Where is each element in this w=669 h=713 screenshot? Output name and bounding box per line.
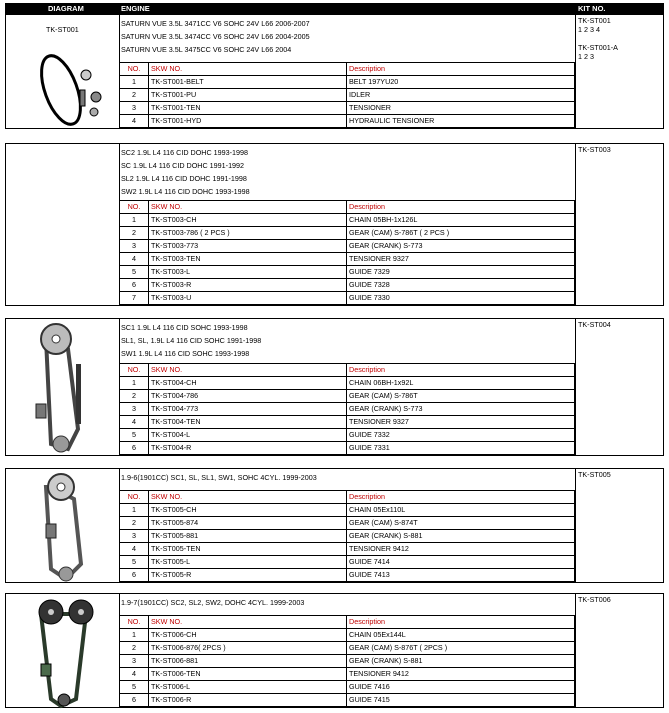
skw-part-number: TK-ST004-773: [149, 403, 347, 416]
part-number-index: 3: [120, 403, 149, 416]
part-description: CHAIN 05BH-1x126L: [347, 214, 575, 227]
diagram-cell: [6, 319, 120, 455]
part-number-index: 6: [120, 442, 149, 455]
skw-part-number: TK-ST003-CH: [149, 214, 347, 227]
kit-block-st001: [5, 14, 664, 129]
part-number-index: 4: [120, 543, 149, 556]
part-description: GEAR (CAM) S-786T: [347, 390, 575, 403]
diagram-cell: [6, 15, 120, 128]
kit-number: TK-ST001: [578, 16, 611, 25]
part-description: BELT 197YU20: [347, 76, 575, 89]
table-row: [120, 642, 575, 655]
engine-line: SW1 1.9L L4 116 CID SOHC 1993-1998: [121, 349, 250, 358]
skw-part-number: TK-ST005-881: [149, 530, 347, 543]
part-description: GEAR (CAM) S-786T ( 2 PCS ): [347, 227, 575, 240]
column-header-skw: SKW NO.: [149, 616, 347, 629]
table-row: [120, 442, 575, 455]
kit-number: TK-ST003: [578, 145, 611, 154]
kit-block-st006: [5, 593, 664, 708]
kit-numbers: [575, 469, 663, 582]
column-header-desc: Description: [347, 364, 575, 377]
timing-chain-illustration: [6, 469, 119, 584]
skw-part-number: TK-ST005-TEN: [149, 543, 347, 556]
parts-table: [119, 490, 575, 582]
part-description: TENSIONER 9412: [347, 543, 575, 556]
table-row: [120, 694, 575, 707]
parts-header-row: [120, 201, 575, 214]
table-row: [120, 390, 575, 403]
part-description: GEAR (CRANK) S-773: [347, 403, 575, 416]
engine-list: [119, 15, 573, 56]
skw-part-number: TK-ST006-881: [149, 655, 347, 668]
part-number-index: 3: [120, 530, 149, 543]
header-kit-no: KIT NO.: [578, 4, 606, 13]
table-row: [120, 253, 575, 266]
part-description: CHAIN 06BH-1x92L: [347, 377, 575, 390]
table-row: [120, 530, 575, 543]
table-row: [120, 227, 575, 240]
skw-part-number: TK-ST003-TEN: [149, 253, 347, 266]
column-header-bar: [5, 3, 664, 14]
parts-header-row: [120, 491, 575, 504]
part-number-index: 3: [120, 240, 149, 253]
parts-table: [119, 615, 575, 707]
part-number-index: 5: [120, 429, 149, 442]
kit-number: TK-ST004: [578, 320, 611, 329]
skw-part-number: TK-ST003-786 ( 2 PCS ): [149, 227, 347, 240]
skw-part-number: TK-ST003-773: [149, 240, 347, 253]
parts-table: [119, 62, 575, 128]
table-row: [120, 629, 575, 642]
column-header-desc: Description: [347, 63, 575, 76]
table-row: [120, 556, 575, 569]
engine-line: 1.9-7(1901CC) SC2, SL2, SW2, DOHC 4CYL. 1999-2003: [121, 598, 305, 607]
table-row: [120, 115, 575, 128]
part-description: GEAR (CRANK) S-881: [347, 655, 575, 668]
parts-table: [119, 200, 575, 305]
part-description: GEAR (CAM) S-876T ( 2PCS ): [347, 642, 575, 655]
part-description: CHAIN 05Ex144L: [347, 629, 575, 642]
skw-part-number: TK-ST005-CH: [149, 504, 347, 517]
skw-part-number: TK-ST001-HYD: [149, 115, 347, 128]
engine-line: SW2 1.9L L4 116 CID DOHC 1993-1998: [121, 187, 250, 196]
part-number-index: 6: [120, 569, 149, 582]
engine-list: [119, 469, 573, 484]
table-row: [120, 569, 575, 582]
timing-belt-illustration: [6, 15, 119, 130]
part-number-index: 3: [120, 655, 149, 668]
part-number-index: 2: [120, 517, 149, 530]
skw-part-number: TK-ST005-L: [149, 556, 347, 569]
table-row: [120, 517, 575, 530]
column-header-skw: SKW NO.: [149, 201, 347, 214]
table-row: [120, 429, 575, 442]
part-number-index: 2: [120, 642, 149, 655]
timing-chain-illustration: [6, 319, 119, 457]
engine-line: SL1, SL, 1.9L L4 116 CID SOHC 1991-1998: [121, 336, 262, 345]
table-row: [120, 240, 575, 253]
skw-part-number: TK-ST006-TEN: [149, 668, 347, 681]
skw-part-number: TK-ST004-L: [149, 429, 347, 442]
skw-part-number: TK-ST006-R: [149, 694, 347, 707]
engine-line: SATURN VUE 3.5L 3471CC V6 SOHC 24V L66 2006-2007: [121, 19, 310, 28]
part-description: TENSIONER 9412: [347, 668, 575, 681]
part-description: GUIDE 7416: [347, 681, 575, 694]
kit-numbers: [575, 144, 663, 305]
kit-numbers: [575, 319, 663, 455]
table-row: [120, 504, 575, 517]
skw-part-number: TK-ST001-BELT: [149, 76, 347, 89]
table-row: [120, 89, 575, 102]
skw-part-number: TK-ST006-L: [149, 681, 347, 694]
table-row: [120, 543, 575, 556]
kit-block-st004: [5, 318, 664, 456]
table-row: [120, 377, 575, 390]
skw-part-number: TK-ST005-874: [149, 517, 347, 530]
engine-line: SL2 1.9L L4 116 CID DOHC 1991-1998: [121, 174, 247, 183]
table-row: [120, 266, 575, 279]
column-header-no: NO.: [120, 201, 149, 214]
part-description: GUIDE 7332: [347, 429, 575, 442]
part-description: CHAIN 05Ex110L: [347, 504, 575, 517]
skw-part-number: TK-ST003-U: [149, 292, 347, 305]
skw-part-number: TK-ST006-876( 2PCS ): [149, 642, 347, 655]
table-row: [120, 416, 575, 429]
part-number-index: 1: [120, 377, 149, 390]
kit-number: TK-ST001-A: [578, 43, 618, 52]
part-number-index: 1: [120, 214, 149, 227]
part-number-index: 4: [120, 416, 149, 429]
kit-number: TK-ST005: [578, 470, 611, 479]
part-description: TENSIONER 9327: [347, 416, 575, 429]
part-number-index: 4: [120, 253, 149, 266]
timing-chain-illustration: [6, 594, 119, 709]
part-description: GUIDE 7330: [347, 292, 575, 305]
part-description: GUIDE 7331: [347, 442, 575, 455]
engine-list: [119, 319, 573, 360]
table-row: [120, 668, 575, 681]
parts-table: [119, 363, 575, 455]
part-description: GEAR (CRANK) S-773: [347, 240, 575, 253]
engine-line: SATURN VUE 3.5L 3475CC V6 SOHC 24V L66 2004: [121, 45, 292, 54]
kit-number: TK-ST006: [578, 595, 611, 604]
part-number-index: 7: [120, 292, 149, 305]
part-number-index: 2: [120, 390, 149, 403]
part-number-index: 6: [120, 279, 149, 292]
skw-part-number: TK-ST003-R: [149, 279, 347, 292]
table-row: [120, 403, 575, 416]
kit-number: 1 2 3 4: [578, 25, 600, 34]
skw-part-number: TK-ST004-R: [149, 442, 347, 455]
diagram-cell: [6, 594, 120, 707]
skw-part-number: TK-ST006-CH: [149, 629, 347, 642]
column-header-no: NO.: [120, 616, 149, 629]
column-header-desc: Description: [347, 491, 575, 504]
column-header-desc: Description: [347, 616, 575, 629]
part-description: GUIDE 7413: [347, 569, 575, 582]
skw-part-number: TK-ST004-786: [149, 390, 347, 403]
part-number-index: 2: [120, 227, 149, 240]
kit-number: 1 2 3: [578, 52, 594, 61]
engine-line: SC1 1.9L L4 116 CID SOHC 1993-1998: [121, 323, 248, 332]
skw-part-number: TK-ST004-CH: [149, 377, 347, 390]
part-number-index: 1: [120, 504, 149, 517]
part-number-index: 5: [120, 266, 149, 279]
part-description: GEAR (CAM) S-874T: [347, 517, 575, 530]
part-description: GUIDE 7328: [347, 279, 575, 292]
engine-line: SATURN VUE 3.5L 3474CC V6 SOHC 24V L66 2004-2005: [121, 32, 310, 41]
column-header-skw: SKW NO.: [149, 491, 347, 504]
kit-numbers: [575, 15, 663, 128]
skw-part-number: TK-ST004-TEN: [149, 416, 347, 429]
part-number-index: 3: [120, 102, 149, 115]
kit-block-st003: [5, 143, 664, 306]
column-header-desc: Description: [347, 201, 575, 214]
parts-header-row: [120, 364, 575, 377]
column-header-no: NO.: [120, 491, 149, 504]
column-header-no: NO.: [120, 364, 149, 377]
part-description: GUIDE 7329: [347, 266, 575, 279]
engine-list: [119, 594, 573, 609]
column-header-skw: SKW NO.: [149, 364, 347, 377]
header-diagram: DIAGRAM: [48, 4, 84, 13]
part-description: GUIDE 7414: [347, 556, 575, 569]
part-number-index: 6: [120, 694, 149, 707]
part-number-index: 1: [120, 629, 149, 642]
engine-line: SC 1.9L L4 116 CID DOHC 1991-1992: [121, 161, 245, 170]
engine-line: 1.9-6(1901CC) SC1, SL, SL1, SW1, SOHC 4CYL. 1999-2003: [121, 473, 317, 482]
skw-part-number: TK-ST001-TEN: [149, 102, 347, 115]
part-number-index: 2: [120, 89, 149, 102]
part-number-index: 1: [120, 76, 149, 89]
part-description: TENSIONER: [347, 102, 575, 115]
engine-list: [119, 144, 573, 198]
table-row: [120, 76, 575, 89]
table-row: [120, 102, 575, 115]
table-row: [120, 214, 575, 227]
skw-part-number: TK-ST001-PU: [149, 89, 347, 102]
parts-header-row: [120, 616, 575, 629]
part-description: IDLER: [347, 89, 575, 102]
header-engine: ENGINE: [121, 4, 150, 13]
part-description: GUIDE 7415: [347, 694, 575, 707]
column-header-no: NO.: [120, 63, 149, 76]
part-description: HYDRAULIC TENSIONER: [347, 115, 575, 128]
kit-numbers: [575, 594, 663, 707]
diagram-label: TK-ST001: [46, 25, 79, 34]
part-description: GEAR (CRANK) S-881: [347, 530, 575, 543]
kit-number: [578, 34, 661, 43]
part-description: TENSIONER 9327: [347, 253, 575, 266]
table-row: [120, 292, 575, 305]
part-number-index: 4: [120, 668, 149, 681]
skw-part-number: TK-ST003-L: [149, 266, 347, 279]
skw-part-number: TK-ST005-R: [149, 569, 347, 582]
part-number-index: 5: [120, 556, 149, 569]
table-row: [120, 681, 575, 694]
kit-block-st005: [5, 468, 664, 583]
parts-header-row: [120, 63, 575, 76]
table-row: [120, 279, 575, 292]
diagram-cell: [6, 144, 120, 305]
table-row: [120, 655, 575, 668]
column-header-skw: SKW NO.: [149, 63, 347, 76]
part-number-index: 5: [120, 681, 149, 694]
engine-line: SC2 1.9L L4 116 CID DOHC 1993-1998: [121, 148, 249, 157]
diagram-cell: [6, 469, 120, 582]
part-number-index: 4: [120, 115, 149, 128]
